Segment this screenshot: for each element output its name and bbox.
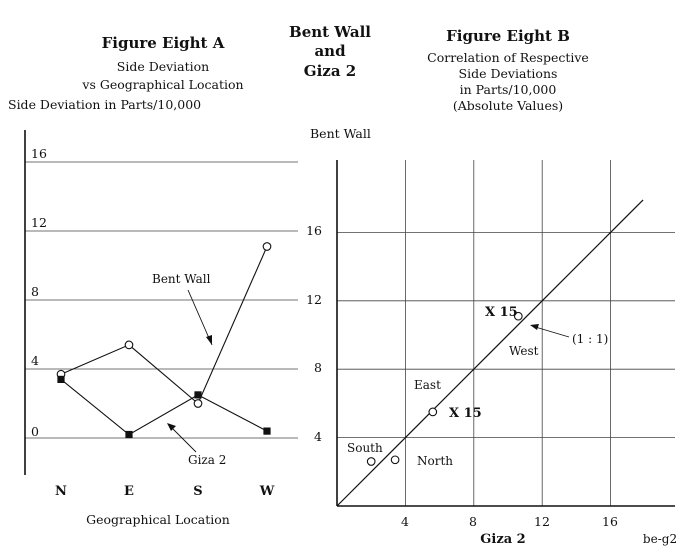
data-point — [367, 458, 375, 466]
chart-b-yticks — [306, 223, 322, 444]
chart-a-ylabel: Side Deviation in Parts/10,000 — [8, 97, 202, 112]
data-point — [194, 391, 201, 398]
chart-a-xlabel: Geographical Location — [86, 512, 230, 527]
chart-b-xtick-label: 4 — [401, 514, 409, 529]
chart-b-xtick-label: 8 — [469, 514, 477, 529]
chart-b-xtick-label: 12 — [534, 514, 550, 529]
chart-a-series-label-giza-2: Giza 2 — [188, 453, 227, 467]
chart-b-subtitle-4: (Absolute Values) — [452, 98, 564, 113]
data-point — [429, 408, 437, 416]
chart-b-point-label-north: North — [417, 454, 454, 468]
chart-a-arrowhead-bent-wall — [206, 335, 212, 345]
chart-a-arrowhead-giza-2 — [167, 423, 176, 431]
data-point — [391, 456, 399, 464]
chart-a-xtick-label: W — [259, 484, 275, 499]
chart-a — [8, 34, 298, 527]
chart-b-point-note-west: X 15 — [485, 305, 518, 320]
chart-a-subtitle-2: vs Geographical Location — [82, 77, 244, 92]
chart-a-grid — [25, 162, 298, 438]
chart-a-xtick-label: S — [193, 484, 203, 499]
chart-b-subtitle-3: in Parts/10,000 — [459, 82, 557, 97]
chart-b-points — [367, 312, 522, 465]
chart-b-ytick-label: 16 — [306, 223, 322, 238]
data-point — [194, 400, 202, 408]
chart-a-subtitle-1: Side Deviation — [116, 59, 210, 74]
chart-b-reference-line-label: (1 : 1) — [572, 332, 609, 346]
center-title-line2: and — [314, 42, 346, 60]
chart-a-ytick-label: 12 — [31, 215, 47, 230]
chart-b-grid — [337, 160, 675, 506]
chart-b-xtick-label: 16 — [602, 514, 618, 529]
chart-a-yticks — [31, 146, 47, 439]
chart-a-ytick-label: 4 — [31, 353, 39, 368]
series-line — [61, 379, 267, 434]
chart-b-subtitle-1: Correlation of Respective — [427, 50, 589, 65]
chart-b-ytick-label: 8 — [314, 360, 322, 375]
center-title-line3: Giza 2 — [303, 62, 357, 80]
data-point — [125, 341, 133, 349]
chart-b-title: Figure Eight B — [446, 27, 570, 45]
chart-b-point-label-west: West — [509, 344, 539, 358]
chart-a-ytick-label: 8 — [31, 284, 39, 299]
chart-a-ytick-label: 0 — [31, 424, 39, 439]
chart-a-series-label-bent-wall: Bent Wall — [152, 272, 211, 286]
chart-a-xtick-label: N — [55, 484, 67, 499]
series-line — [61, 247, 267, 404]
chart-b — [303, 27, 678, 547]
chart-b-ytick-label: 12 — [306, 292, 322, 307]
chart-a-xticks — [55, 484, 275, 499]
chart-a-ytick-label: 16 — [31, 146, 47, 161]
chart-b-reference-arrowhead — [530, 324, 539, 330]
chart-b-subtitle-2: Side Deviations — [458, 66, 558, 81]
chart-b-xlabel: Giza 2 — [480, 532, 526, 547]
chart-a-xtick-label: E — [124, 484, 134, 499]
chart-a-title: Figure Eight A — [101, 34, 225, 52]
data-point — [57, 376, 64, 383]
chart-b-xticks — [401, 514, 618, 529]
data-point — [263, 428, 270, 435]
chart-b-ytick-label: 4 — [314, 429, 322, 444]
center-title-line1: Bent Wall — [289, 23, 371, 41]
chart-b-point-note-east: X 15 — [449, 406, 482, 421]
data-point — [263, 243, 271, 251]
footer-code: be-g2 — [642, 532, 678, 546]
chart-b-ylabel: Bent Wall — [310, 126, 371, 141]
chart-b-point-label-east: East — [414, 378, 441, 392]
chart-b-reference-line — [337, 200, 643, 506]
data-point — [125, 431, 132, 438]
chart-b-point-label-south: South — [347, 441, 383, 455]
